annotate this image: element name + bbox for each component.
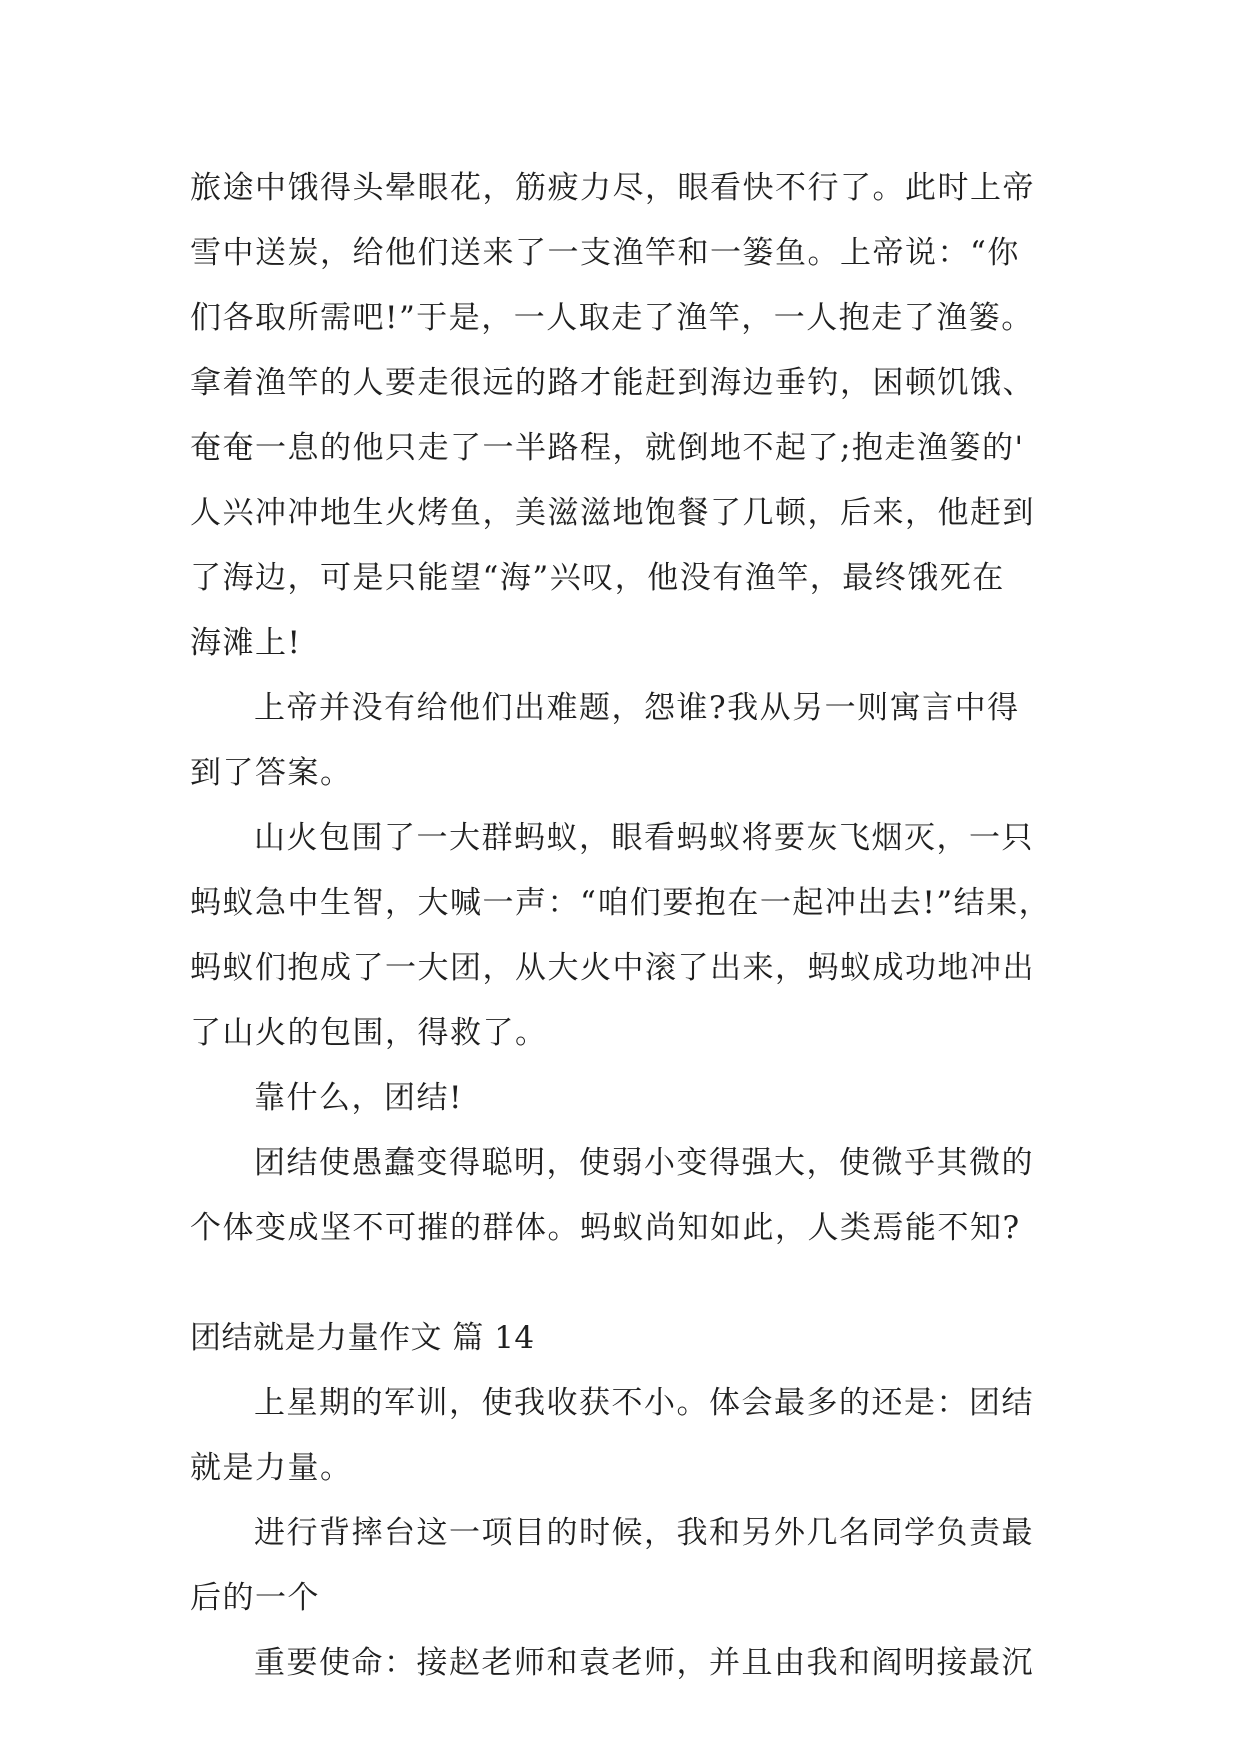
text-line: 重要使命：接赵老师和袁老师，并且由我和阎明接最沉 (254, 1645, 1034, 1681)
text-line: 上星期的军训，使我收获不小。体会最多的还是：团结 (254, 1385, 1034, 1421)
text-line: 了山火的包围，得救了。 (190, 1015, 548, 1051)
text-line: 后的一个 (190, 1580, 320, 1616)
text-line: 山火包围了一大群蚂蚁，眼看蚂蚁将要灰飞烟灭，一只 (254, 820, 1034, 856)
text-line: 旅途中饿得头晕眼花，筋疲力尽，眼看快不行了。此时上帝 (190, 170, 1035, 206)
document-body (190, 156, 1070, 1696)
section-heading: 团结就是力量作文 篇 14 (190, 1320, 535, 1356)
text-line: 到了答案。 (190, 755, 353, 791)
text-line: 们各取所需吧!”于是，一人取走了渔竿，一人抱走了渔篓。 (190, 300, 1034, 336)
paragraph-block-bottom (190, 1371, 1070, 1696)
text-line: 人兴冲冲地生火烤鱼，美滋滋地饱餐了几顿，后来，他赶到 (190, 495, 1035, 531)
text-line: 雪中送炭，给他们送来了一支渔竿和一篓鱼。上帝说：“你 (190, 235, 1020, 271)
section-gap (190, 1261, 1070, 1306)
text-line: 海滩上! (190, 625, 302, 661)
paragraph-block-top (190, 156, 1070, 1261)
text-line: 进行背摔台这一项目的时候，我和另外几名同学负责最 (254, 1515, 1034, 1551)
text-line: 蚂蚁急中生智，大喊一声：“咱们要抱在一起冲出去!”结果， (190, 885, 1052, 921)
text-line: 奄奄一息的他只走了一半路程，就倒地不起了;抱走渔篓的' (190, 430, 1025, 466)
text-line: 上帝并没有给他们出难题，怨谁?我从另一则寓言中得 (254, 690, 1020, 726)
text-line: 了海边，可是只能望“海”兴叹，他没有渔竿，最终饿死在 (190, 560, 1005, 596)
text-line: 个体变成坚不可摧的群体。蚂蚁尚知如此，人类焉能不知? (190, 1210, 1021, 1246)
text-line: 拿着渔竿的人要走很远的路才能赶到海边垂钓，困顿饥饿、 (190, 365, 1035, 401)
text-line: 蚂蚁们抱成了一大团，从大火中滚了出来，蚂蚁成功地冲出 (190, 950, 1035, 986)
text-line: 团结使愚蠢变得聪明，使弱小变得强大，使微乎其微的 (254, 1145, 1034, 1181)
text-line: 就是力量。 (190, 1450, 353, 1486)
text-line: 靠什么，团结! (254, 1080, 463, 1116)
